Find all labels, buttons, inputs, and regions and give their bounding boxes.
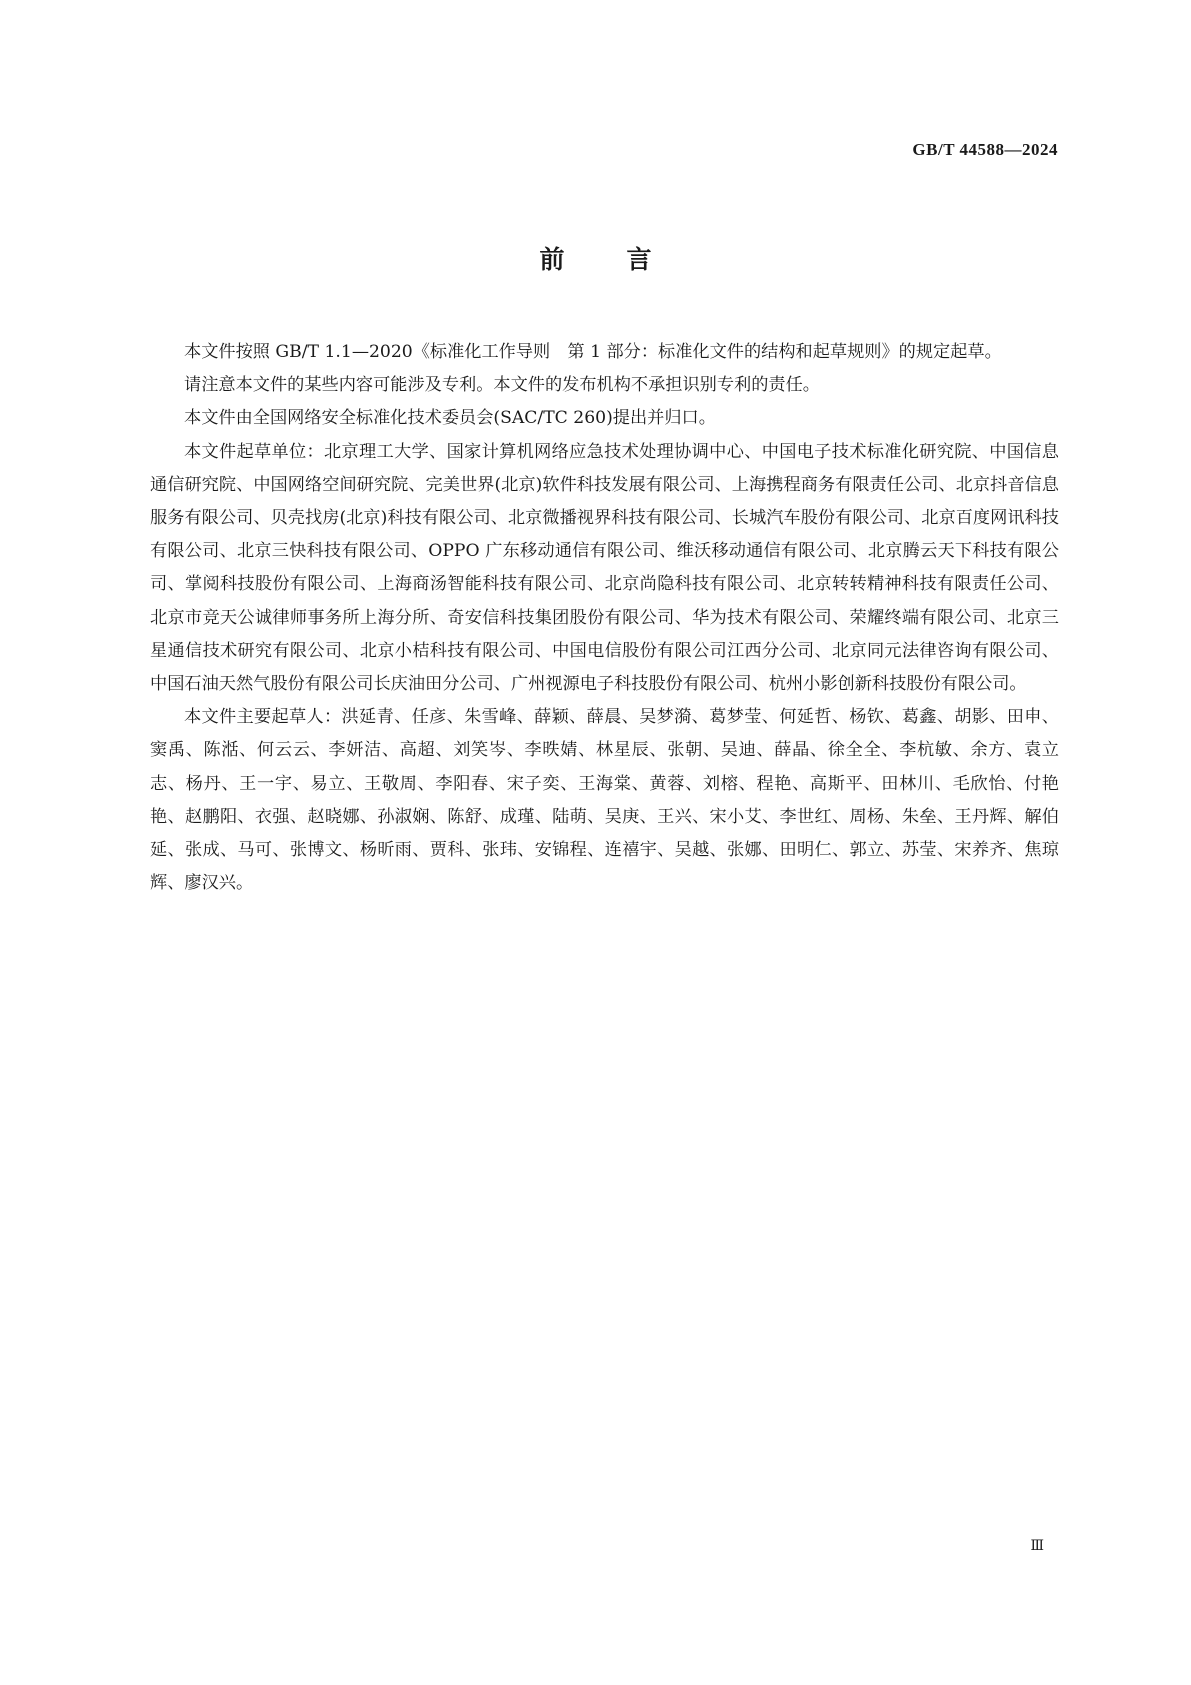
foreword-body: [150, 336, 1059, 900]
section-title-foreword: 前言: [539, 245, 714, 274]
standard-code: GB/T 44588—2024: [912, 140, 1058, 159]
paragraph-main-drafters: 本文件主要起草人：洪延青、任彦、朱雪峰、薛颖、薛晨、吴梦漪、葛梦莹、何延哲、杨钦、葛鑫、胡影、田申、窦禹、陈湉、何云云、李妍洁、高超、刘笑岑、李昳婧、林星辰、张朝、吴迪、薛晶、徐全全、李杭敏、余方、袁立志、杨丹、王一宇、易立、王敬周、李阳春、宋子奕、王海棠、黄蓉、刘榕、程艳、高斯平、田林川、毛欣怡、付艳艳、赵鹏阳、衣强、赵晓娜、孙淑娴、陈舒、成瑾、陆萌、吴庚、王兴、宋小艾、李世红、周杨、朱垒、王丹辉、解伯延、张成、马可、张博文、杨昕雨、贾科、张玮、安锦程、连禧宇、吴越、张娜、田明仁、郭立、苏莹、宋养齐、焦琼辉、廖汉兴。: [150, 707, 1059, 894]
paragraph-proposer: 本文件由全国网络安全标准化技术委员会(SAC/TC 260)提出并归口。: [184, 408, 716, 429]
page-number: Ⅲ: [1030, 1539, 1043, 1554]
paragraph-drafting-rules: 本文件按照 GB/T 1.1—2020《标准化工作导则 第 1 部分：标准化文件的结构和起草规则》的规定起草。: [184, 342, 1002, 362]
paragraph-patent-notice: 请注意本文件的某些内容可能涉及专利。本文件的发布机构不承担识别专利的责任。: [184, 375, 820, 396]
paragraph-drafting-organizations: 本文件起草单位：北京理工大学、国家计算机网络应急技术处理协调中心、中国电子技术标准化研究院、中国信息通信研究院、中国网络空间研究院、完美世界(北京)软件科技发展有限公司、上海携程商务有限责任公司、北京抖音信息服务有限公司、贝壳找房(北京)科技有限公司、北京微播视界科技有限公司、长城汽车股份有限公司、北京百度网讯科技有限公司、北京三快科技有限公司、OPPO 广东移动通信有限公司、维沃移动通信有限公司、北京腾云天下科技有限公司、掌阅科技股份有限公司、上海商汤智能科技有限公司、北京尚隐科技有限公司、北京转转精神科技有限责任公司、北京市竞天公诚律师事务所上海分所、奇安信科技集团股份有限公司、华为技术有限公司、荣耀终端有限公司、北京三星通信技术研究有限公司、北京小桔科技有限公司、中国电信股份有限公司江西分公司、北京同元法律咨询有限公司、中国石油天然气股份有限公司长庆油田分公司、广州视源电子科技股份有限公司、杭州小影创新科技股份有限公司。: [150, 441, 1059, 695]
